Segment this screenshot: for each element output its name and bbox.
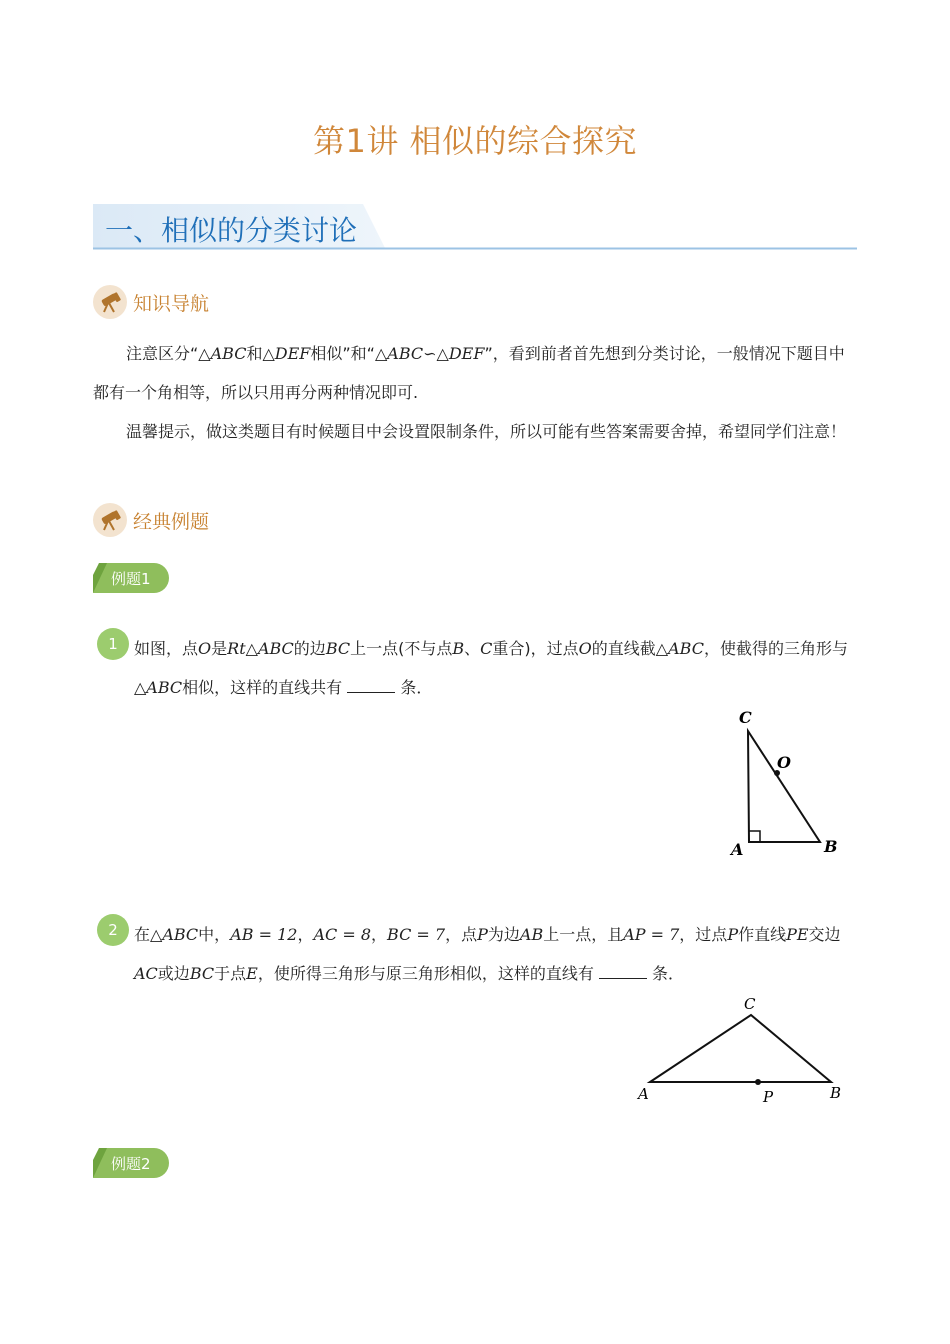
answer-blank[interactable] <box>599 964 647 979</box>
text: 上一点(不与点 <box>350 639 453 658</box>
text: 、 <box>464 639 481 658</box>
text: 作直线 <box>738 925 787 944</box>
text: 或边 <box>157 964 190 983</box>
text: 相似”和“ <box>310 344 375 363</box>
example-2-tag <box>93 1148 169 1178</box>
math: △ABC <box>150 925 199 944</box>
question-number-2: 2 <box>97 914 129 946</box>
math: BC = 7 <box>387 925 446 944</box>
figure-triangle-abp <box>630 990 850 1110</box>
label-c: C <box>744 995 756 1013</box>
triangle-abc <box>748 731 820 842</box>
right-angle-mark <box>749 831 760 842</box>
math: BC <box>325 639 351 658</box>
knowledge-paragraph-2 <box>93 412 853 451</box>
math: AC <box>134 964 158 983</box>
label-b: B <box>830 1084 842 1102</box>
telescope-icon <box>93 285 127 319</box>
text: 和 <box>246 344 263 363</box>
knowledge-heading <box>93 285 209 319</box>
text: 条． <box>652 964 685 983</box>
question-1-text <box>134 629 849 707</box>
label-p: P <box>763 1088 774 1106</box>
text: 中， <box>198 925 231 944</box>
math: O <box>578 639 592 658</box>
section-title: 一、相似的分类讨论 <box>105 214 358 247</box>
text: 是 <box>211 639 228 658</box>
section-banner <box>93 204 857 250</box>
text: 温馨提示，做这类题目有时候题目中会设置限制条件，所以可能有些答案需要舍掉，希望同学们注意！ <box>126 422 847 441</box>
math: P <box>477 925 488 944</box>
question-number-1: 1 <box>97 628 129 660</box>
math: Rt△ABC <box>227 639 294 658</box>
text: ，点 <box>445 925 478 944</box>
answer-blank[interactable] <box>347 678 395 693</box>
text: 如图，点 <box>134 639 199 658</box>
figure-right-triangle <box>720 700 870 865</box>
label-o: O <box>777 753 791 772</box>
math: AB <box>519 925 544 944</box>
math: △ABC∽△DEF <box>374 344 485 363</box>
text: 相似，这样的直线共有 <box>182 678 343 697</box>
label-a: A <box>638 1085 649 1103</box>
triangle-abc <box>650 1015 831 1082</box>
page-title: 第1讲 相似的综合探究 <box>312 122 638 160</box>
text: ”，看到前者首先想到分类讨论，一般情况下题目中都有一个角相等，所以只用再分两种情况即可. <box>93 344 845 402</box>
math: AP = 7 <box>623 925 680 944</box>
knowledge-heading-text: 知识导航 <box>133 292 210 315</box>
text: 为边 <box>487 925 520 944</box>
telescope-icon <box>93 503 127 537</box>
text: ，使截得的三角形与 <box>703 639 848 658</box>
math: △DEF <box>262 344 311 363</box>
text: 重合)，过点 <box>492 639 579 658</box>
math: BC <box>189 964 215 983</box>
math: PE <box>786 925 809 944</box>
knowledge-paragraph-1 <box>93 334 853 412</box>
math: E <box>246 964 258 983</box>
examples-heading-text: 经典例题 <box>133 510 210 533</box>
label-c: C <box>739 708 752 727</box>
math: O <box>198 639 212 658</box>
example-1-tag-label: 例题1 <box>111 570 151 588</box>
text: 的边 <box>293 639 326 658</box>
text: 的直线截 <box>591 639 656 658</box>
question-2-text <box>134 915 849 993</box>
math: P <box>727 925 739 944</box>
example-2-tag-label: 例题2 <box>111 1155 151 1173</box>
math: △ABC <box>134 678 183 697</box>
text: ， <box>297 925 314 944</box>
examples-heading <box>93 503 209 537</box>
example-1-tag <box>93 563 169 593</box>
text: ，过点 <box>679 925 728 944</box>
label-a: A <box>731 840 744 859</box>
text: 交边 <box>808 925 841 944</box>
math: △ABC <box>655 639 704 658</box>
text: ，使所得三角形与原三角形相似，这样的直线有 <box>257 964 594 983</box>
text: 在 <box>134 925 151 944</box>
text: 于点 <box>214 964 247 983</box>
text: ， <box>371 925 388 944</box>
point-p <box>755 1079 761 1085</box>
text: 注意区分“ <box>126 344 199 363</box>
math: C <box>480 639 493 658</box>
math: B <box>452 639 465 658</box>
text: 上一点，且 <box>543 925 624 944</box>
text: 条． <box>400 678 433 697</box>
math: AB = 12 <box>230 925 298 944</box>
math: △ABC <box>198 344 247 363</box>
math: AC = 8 <box>313 925 372 944</box>
label-b: B <box>824 837 838 856</box>
